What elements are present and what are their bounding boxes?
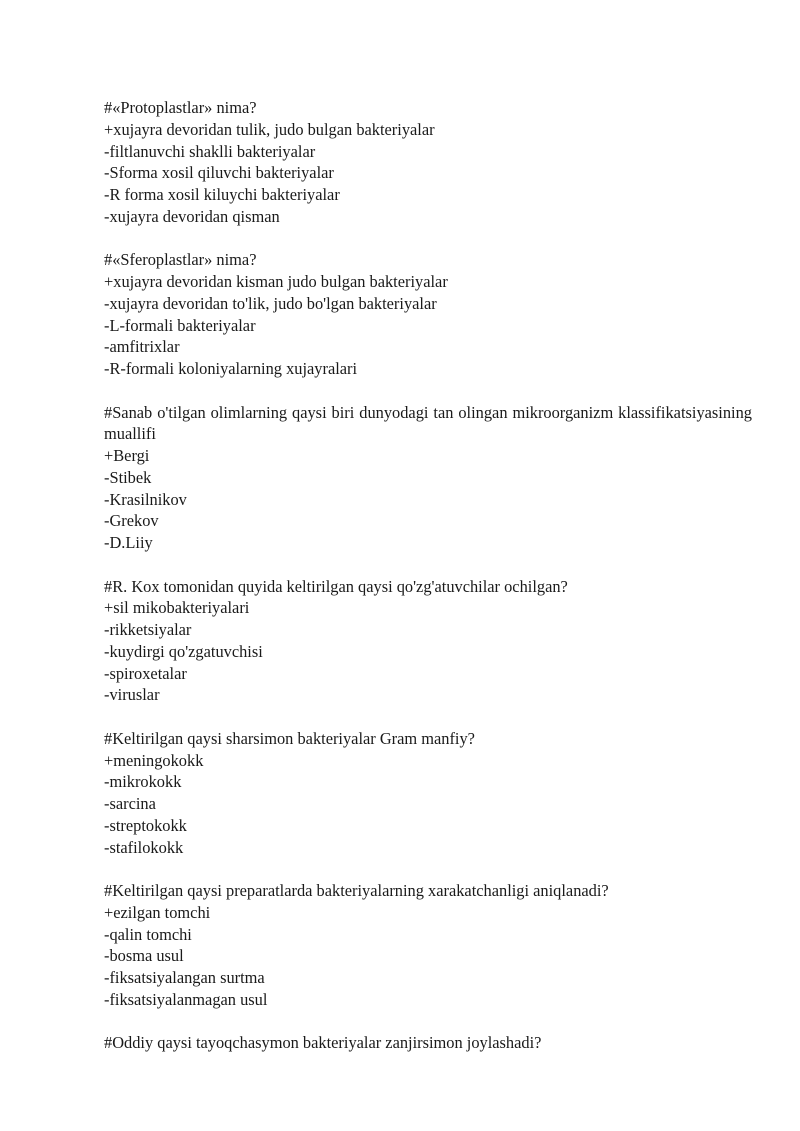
answer-option: -rikketsiyalar xyxy=(104,620,192,639)
question-block xyxy=(104,97,752,228)
question-text: #Oddiy qaysi tayoqchasymon bakteriyalar zanjirsimon joylashadi? xyxy=(104,1033,542,1053)
answer-option: -amfitrixlar xyxy=(104,337,180,357)
answer-option: -filtlanuvchi shaklli bakteriyalar xyxy=(104,141,316,161)
question-text: #«Sferoplastlar» nima? xyxy=(104,250,257,270)
answer-correct: +meningokokk xyxy=(104,750,204,770)
answer-option: -stafilokokk xyxy=(104,837,184,857)
answer-option: -R-formali koloniyalarning xujayralari xyxy=(104,359,358,378)
answer-option: -streptokokk xyxy=(104,815,187,835)
question-block xyxy=(104,576,752,707)
answer-option: -qalin tomchi xyxy=(104,924,192,944)
answer-option: -xujayra devoridan to'lik, judo bo'lgan bakteriyalar xyxy=(104,293,437,313)
question-text: #Keltirilgan qaysi sharsimon bakteriyalar Gram manfiy? xyxy=(104,728,475,748)
question-text: #Keltirilgan qaysi preparatlarda bakteriyalarning xarakatchanligi aniqlanadi? xyxy=(104,881,609,900)
answer-option: -bosma usul xyxy=(104,946,184,966)
answer-correct: +xujayra devoridan tulik, judo bulgan bakteriyalar xyxy=(104,119,435,139)
question-text: #R. Kox tomonidan quyida keltirilgan qaysi qo'zg'atuvchilar ochilgan? xyxy=(104,576,568,596)
question-block xyxy=(104,249,752,380)
answer-option: -viruslar xyxy=(104,685,160,705)
answer-option: -R forma xosil kiluychi bakteriyalar xyxy=(104,185,340,204)
answer-option: -sarcina xyxy=(104,794,156,813)
answer-option: -Stibek xyxy=(104,467,152,487)
answer-option: -xujayra devoridan qisman xyxy=(104,206,280,226)
answer-correct: +xujayra devoridan kisman judo bulgan bakteriyalar xyxy=(104,272,448,291)
answer-option: -Krasilnikov xyxy=(104,489,187,509)
document-page xyxy=(104,97,752,1076)
answer-correct: +ezilgan tomchi xyxy=(104,902,211,922)
question-block xyxy=(104,880,752,1011)
question-block xyxy=(104,1032,752,1054)
answer-option: -spiroxetalar xyxy=(104,663,187,683)
answer-option: -mikrokokk xyxy=(104,772,182,792)
answer-option: -Grekov xyxy=(104,511,159,531)
answer-correct: +Bergi xyxy=(104,446,150,465)
question-text: #Sanab o'tilgan olimlarning qaysi biri dunyodagi tan olingan mikroorganizm klassifikatsiyasining muallifi xyxy=(104,402,752,444)
question-block xyxy=(104,728,752,859)
answer-option: -D.Liiy xyxy=(104,533,153,552)
answer-option: -kuydirgi qo'zgatuvchisi xyxy=(104,641,263,661)
question-block xyxy=(104,402,752,554)
answer-option: -Sforma xosil qiluvchi bakteriyalar xyxy=(104,163,334,183)
answer-option: -L-formali bakteriyalar xyxy=(104,315,256,335)
question-text: #«Protoplastlar» nima? xyxy=(104,98,257,117)
answer-correct: +sil mikobakteriyalari xyxy=(104,598,250,618)
answer-option: -fiksatsiyalanmagan usul xyxy=(104,989,268,1009)
answer-option: -fiksatsiyalangan surtma xyxy=(104,968,265,987)
